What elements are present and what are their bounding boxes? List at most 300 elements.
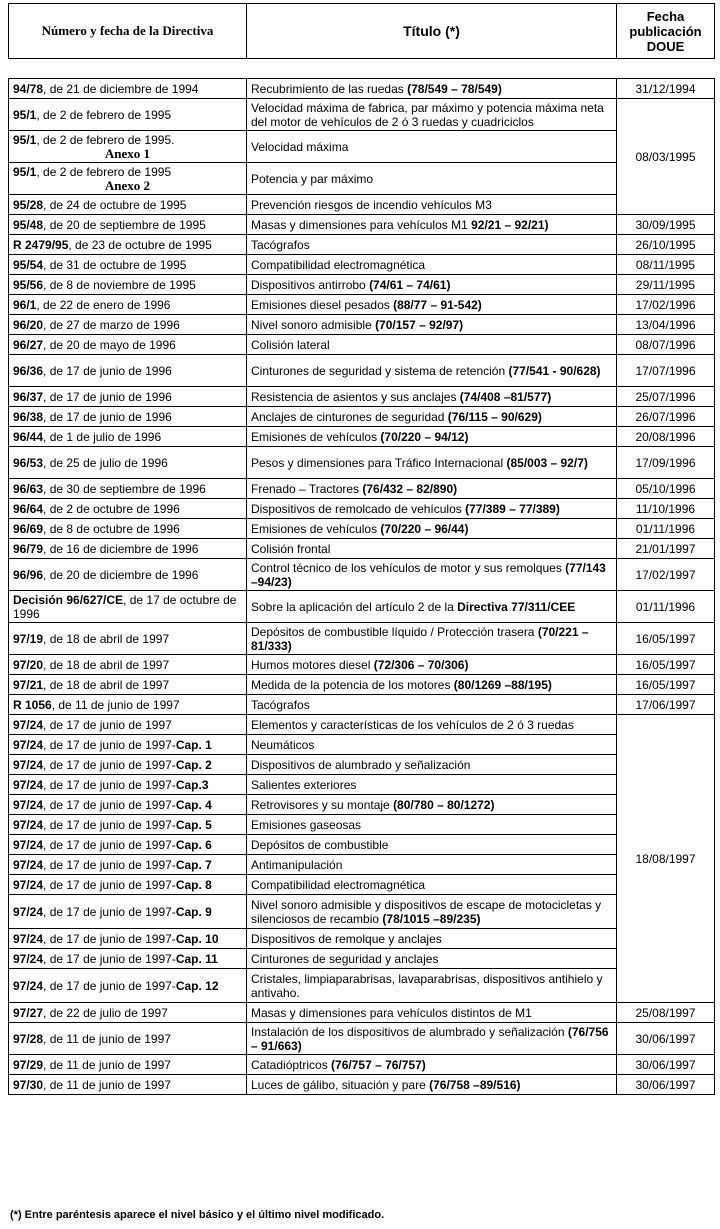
title-cell [247, 755, 617, 775]
title-text: Luces de gálibo, situación y pare [251, 1077, 430, 1092]
directive-date: , de 2 de febrero de 1995 [36, 107, 172, 122]
directive-date: , de 20 de mayo de 1996 [43, 337, 176, 352]
directive-cell [9, 215, 247, 235]
directive-date: , de 24 de octubre de 1995 [43, 197, 187, 212]
title-text: Emisiones diesel pesados [251, 297, 394, 312]
directive-number: 96/79 [13, 541, 44, 556]
title-cell [247, 875, 617, 895]
directive-cell [9, 675, 247, 695]
directive-number: 96/96 [13, 567, 44, 582]
directive-cell [9, 1055, 247, 1075]
title-text: Catadióptricos [251, 1057, 332, 1072]
directive-date: , de 17 de junio de 1997- [43, 837, 176, 852]
directive-cell [9, 623, 247, 655]
directive-date: , de 17 de junio de 1996 [43, 389, 172, 404]
directive-number: 97/28 [13, 1031, 44, 1046]
table-row [9, 675, 715, 695]
directive-cell [9, 795, 247, 815]
table-row [9, 835, 715, 855]
chapter-label: Cap. 12 [175, 978, 219, 993]
title-cell [247, 479, 617, 499]
directive-cell [9, 479, 247, 499]
title-cell [247, 929, 617, 949]
title-text: Compatibilidad electromagnética [251, 257, 426, 272]
directive-number: 97/24 [13, 817, 44, 832]
directive-number: 97/20 [13, 657, 44, 672]
reference-range: (78/549 – 78/549) [407, 81, 502, 96]
title-text: Salientes exteriores [251, 777, 357, 792]
title-text: Nivel sonoro admisible y dispositivos de escape de motocicletas y silenciosos de recambio [251, 897, 602, 926]
directive-cell [9, 735, 247, 755]
table-row [9, 969, 715, 1003]
title-text: Dispositivos de alumbrado y señalización [251, 757, 471, 772]
directive-cell [9, 275, 247, 295]
directive-number: 97/24 [13, 837, 44, 852]
directive-date: , de 17 de junio de 1997- [43, 797, 176, 812]
directive-date: , de 11 de junio de 1997 [43, 1031, 171, 1046]
title-cell [247, 499, 617, 519]
title-text: Control técnico de los vehículos de motor y sus remolques [251, 560, 566, 575]
directive-cell [9, 1075, 247, 1095]
title-text: Instalación de los dispositivos de alumbrado y señalización [251, 1024, 568, 1039]
reference-range: (80/1269 –88/195) [453, 677, 552, 692]
title-text: Potencia y par máximo [251, 171, 374, 186]
header-pub-line1: Fecha [646, 8, 685, 24]
reference-range: (70/220 – 94/12) [380, 429, 469, 444]
title-cell [247, 335, 617, 355]
title-cell [247, 1003, 617, 1023]
reference-range: (70/221 – 81/333) [251, 624, 589, 653]
title-text: Velocidad máxima de fabrica, par máximo y potencia máxima neta del motor de vehículos de 2 ó 3 ruedas y cuadriciclos [251, 100, 604, 129]
publication-date-cell: 17/06/1997 [617, 695, 715, 715]
directive-number: 96/64 [13, 501, 44, 516]
title-cell [247, 1023, 617, 1055]
reference-range: (76/757 – 76/757) [331, 1057, 426, 1072]
directive-number: 97/24 [13, 717, 44, 732]
reference-range: (76/432 – 82/890) [362, 481, 458, 496]
publication-date-cell: 08/11/1995 [617, 255, 715, 275]
reference-range: (72/306 – 70/306) [373, 657, 469, 672]
title-text: Recubrimiento de las ruedas [251, 81, 408, 96]
publication-date-cell: 01/11/1996 [617, 519, 715, 539]
chapter-label: Cap. 5 [175, 817, 212, 832]
title-text: Cinturones de seguridad y sistema de retención [251, 363, 509, 378]
title-text: Frenado – Tractores [251, 481, 363, 496]
title-text: Tacógrafos [251, 697, 310, 712]
publication-date-cell: 26/10/1995 [617, 235, 715, 255]
directive-number: 95/48 [13, 217, 44, 232]
title-text: Humos motores diesel [251, 657, 374, 672]
directive-number: 97/24 [13, 857, 44, 872]
title-cell [247, 295, 617, 315]
table-row [9, 163, 715, 195]
title-text: Elementos y características de los vehículos de 2 ó 3 ruedas [251, 717, 574, 732]
directive-number: Decisión 96/627/CE [13, 592, 124, 607]
table-row [9, 591, 715, 623]
title-cell [247, 591, 617, 623]
title-cell [247, 387, 617, 407]
directive-date: , de 30 de septiembre de 1996 [43, 481, 206, 496]
directive-number: 96/69 [13, 521, 44, 536]
table-row [9, 755, 715, 775]
chapter-label: Cap.3 [175, 777, 209, 792]
title-cell [247, 795, 617, 815]
title-text: Dispositivos de remolcado de vehículos [251, 501, 466, 516]
publication-date-cell: 30/06/1997 [617, 1075, 715, 1095]
directive-date: , de 2 de febrero de 1995 [36, 164, 172, 179]
reference-range: (76/758 –89/516) [429, 1077, 521, 1092]
directive-number: 96/37 [13, 389, 44, 404]
directive-cell [9, 407, 247, 427]
title-text: Emisiones de vehículos [251, 429, 381, 444]
directive-number: 97/19 [13, 631, 44, 646]
title-text: Nivel sonoro admisible [251, 317, 376, 332]
directive-cell [9, 655, 247, 675]
title-text: Emisiones gaseosas [251, 817, 362, 832]
table-row [9, 519, 715, 539]
directive-number: 95/1 [13, 164, 37, 179]
directive-cell [9, 929, 247, 949]
publication-date-cell: 30/09/1995 [617, 215, 715, 235]
reference-range: (76/756 – 91/663) [251, 1024, 609, 1053]
directive-number: 97/24 [13, 904, 44, 919]
directive-cell [9, 539, 247, 559]
reference-range: (85/003 – 92/7) [506, 455, 588, 470]
directive-date: , de 16 de diciembre de 1996 [43, 541, 199, 556]
table-row [9, 1075, 715, 1095]
publication-date-cell: 17/02/1996 [617, 295, 715, 315]
title-cell [247, 815, 617, 835]
directive-cell [9, 875, 247, 895]
directive-cell [9, 427, 247, 447]
reference-range: Directiva 77/311/CEE [457, 599, 576, 614]
table-row [9, 255, 715, 275]
title-text: Neumáticos [251, 737, 315, 752]
publication-date-cell: 11/10/1996 [617, 499, 715, 519]
title-cell [247, 407, 617, 427]
annex-label: Anexo 1 [104, 145, 151, 161]
title-text: Dispositivos antirrobo [251, 277, 370, 292]
chapter-label: Cap. 10 [175, 931, 219, 946]
publication-date-cell: 01/11/1996 [617, 591, 715, 623]
header-title: Título (*) [247, 4, 617, 59]
directive-number: 97/24 [13, 951, 44, 966]
directive-cell [9, 855, 247, 875]
title-text: Compatibilidad electromagnética [251, 877, 426, 892]
reference-range: (80/780 – 80/1272) [393, 797, 495, 812]
directive-date: , de 17 de junio de 1997- [43, 951, 176, 966]
directive-number: R 2479/95 [13, 237, 69, 252]
directive-cell [9, 255, 247, 275]
directive-number: 97/24 [13, 877, 44, 892]
directive-date: , de 25 de julio de 1996 [43, 455, 168, 470]
title-text: Cristales, limpiaparabrisas, lavaparabrisas, dispositivos antihielo y antivaho. [251, 971, 603, 1000]
table-row [9, 1023, 715, 1055]
title-cell [247, 539, 617, 559]
directive-cell [9, 79, 247, 99]
directive-number: 96/1 [13, 297, 37, 312]
title-cell [247, 195, 617, 215]
directive-cell [9, 1003, 247, 1023]
directive-date: , de 11 de junio de 1997 [43, 1077, 171, 1092]
directive-number: 94/78 [13, 81, 44, 96]
table-row [9, 855, 715, 875]
table-row [9, 407, 715, 427]
chapter-label: Cap. 7 [175, 857, 212, 872]
directive-date: , de 23 de octubre de 1995 [68, 237, 212, 252]
table-row [9, 427, 715, 447]
directive-date: , de 17 de junio de 1997- [43, 777, 176, 792]
title-text: Resistencia de asientos y sus anclajes [251, 389, 460, 404]
table-row [9, 1003, 715, 1023]
directive-cell [9, 235, 247, 255]
table-row [9, 499, 715, 519]
publication-date-cell: 30/06/1997 [617, 1055, 715, 1075]
directive-number: 97/29 [13, 1057, 44, 1072]
table-row [9, 559, 715, 591]
directive-cell [9, 949, 247, 969]
directive-number: 97/24 [13, 797, 44, 812]
directive-date: , de 20 de diciembre de 1996 [43, 567, 199, 582]
directive-date: , de 11 de junio de 1997 [51, 697, 180, 712]
publication-date-cell: 08/07/1996 [617, 335, 715, 355]
directive-date: , de 17 de junio de 1997- [43, 817, 176, 832]
directive-date: , de 17 de junio de 1997- [43, 857, 176, 872]
directive-date: , de 17 de junio de 1996 [43, 363, 172, 378]
publication-date-cell: 16/05/1997 [617, 623, 715, 655]
table-row [9, 623, 715, 655]
directive-cell [9, 695, 247, 715]
publication-date-cell: 25/08/1997 [617, 1003, 715, 1023]
publication-date-cell: 30/06/1997 [617, 1023, 715, 1055]
table-row [9, 275, 715, 295]
table-row [9, 479, 715, 499]
table-row [9, 929, 715, 949]
directive-number: 97/21 [13, 677, 44, 692]
header-pub-line3: DOUE [646, 38, 685, 54]
title-text: Masas y dimensiones para vehículos distintos de M1 [251, 1005, 532, 1020]
annex-label: Anexo 2 [104, 177, 151, 193]
table-row [9, 99, 715, 131]
title-cell [247, 695, 617, 715]
publication-date-cell: 26/07/1996 [617, 407, 715, 427]
directive-cell [9, 499, 247, 519]
directive-date: , de 17 de junio de 1997- [43, 978, 176, 993]
directive-date: , de 8 de octubre de 1996 [43, 521, 180, 536]
title-text: Emisiones de vehículos [251, 521, 381, 536]
title-text: Dispositivos de remolque y anclajes [251, 931, 442, 946]
directive-date: , de 2 de octubre de 1996 [43, 501, 180, 516]
directive-cell [9, 335, 247, 355]
publication-date-cell: 05/10/1996 [617, 479, 715, 499]
title-cell [247, 79, 617, 99]
title-cell [247, 775, 617, 795]
directive-date: , de 17 de junio de 1997- [43, 904, 176, 919]
directive-date: , de 17 de junio de 1997- [43, 877, 176, 892]
title-text: Sobre la aplicación del artículo 2 de la [251, 599, 458, 614]
reference-range: (77/389 – 77/389) [465, 501, 560, 516]
publication-date-cell: 17/09/1996 [617, 447, 715, 479]
publication-date-cell: 18/08/1997 [617, 715, 715, 1003]
directives-table [8, 78, 715, 1095]
title-text: Pesos y dimensiones para Tráfico Internacional [251, 455, 507, 470]
title-cell [247, 1075, 617, 1095]
directive-date: , de 17 de junio de 1997 [43, 717, 172, 732]
title-text: Prevención riesgos de incendio vehículos M3 [251, 197, 492, 212]
directive-number: 97/24 [13, 978, 44, 993]
publication-date-cell: 13/04/1996 [617, 315, 715, 335]
title-cell [247, 275, 617, 295]
directive-cell [9, 895, 247, 929]
reference-range: (76/115 – 90/629) [447, 409, 542, 424]
header-directive: Número y fecha de la Directiva [9, 4, 247, 59]
title-cell [247, 623, 617, 655]
title-text: Depósitos de combustible [251, 837, 389, 852]
table-row [9, 315, 715, 335]
directive-cell [9, 195, 247, 215]
reference-range: (88/77 – 91-542) [393, 297, 482, 312]
table-row [9, 195, 715, 215]
directive-number: 97/24 [13, 931, 44, 946]
table-row [9, 447, 715, 479]
title-cell [247, 949, 617, 969]
title-cell [247, 519, 617, 539]
reference-range: (78/1015 –89/235) [382, 911, 481, 926]
table-row [9, 539, 715, 559]
directive-number: 97/24 [13, 777, 44, 792]
directive-date: , de 18 de abril de 1997 [43, 677, 170, 692]
directive-cell [9, 969, 247, 1003]
directive-cell [9, 755, 247, 775]
reference-range: 92/21 – 92/21) [471, 217, 549, 232]
directive-date: , de 11 de junio de 1997 [43, 1057, 171, 1072]
table-row [9, 131, 715, 163]
publication-date-cell: 17/02/1997 [617, 559, 715, 591]
directive-date: , de 27 de marzo de 1996 [43, 317, 180, 332]
directive-number: 96/38 [13, 409, 44, 424]
title-text: Colisión frontal [251, 541, 331, 556]
directive-cell [9, 835, 247, 855]
header-pub-line2: publicación [629, 23, 702, 39]
publication-date-cell: 29/11/1995 [617, 275, 715, 295]
directive-date: , de 21 de diciembre de 1994 [43, 81, 199, 96]
title-cell [247, 447, 617, 479]
directive-cell [9, 715, 247, 735]
title-text: Retrovisores y su montaje [251, 797, 394, 812]
reference-range: (70/220 – 96/44) [380, 521, 469, 536]
publication-date-cell: 16/05/1997 [617, 675, 715, 695]
table-row [9, 79, 715, 99]
header-table [8, 3, 715, 59]
directive-number: 95/56 [13, 277, 44, 292]
title-cell [247, 355, 617, 387]
table-row [9, 1055, 715, 1075]
directive-number: 95/1 [13, 132, 37, 147]
table-row [9, 335, 715, 355]
reference-range: (77/143 –94/23) [251, 560, 606, 589]
title-cell [247, 835, 617, 855]
table-row [9, 949, 715, 969]
directive-cell [9, 295, 247, 315]
directive-number: 96/27 [13, 337, 44, 352]
table-row [9, 655, 715, 675]
directive-cell [9, 355, 247, 387]
chapter-label: Cap. 2 [175, 757, 212, 772]
title-text: Masas y dimensiones para vehículos M1 [251, 217, 472, 232]
directive-date: , de 17 de octubre de 1996 [13, 592, 237, 621]
table-row [9, 815, 715, 835]
directive-date: , de 17 de junio de 1996 [43, 409, 172, 424]
directive-cell [9, 99, 247, 131]
title-cell [247, 895, 617, 929]
publication-date-cell: 20/08/1996 [617, 427, 715, 447]
directive-number: 97/24 [13, 737, 44, 752]
table-row [9, 735, 715, 755]
directive-cell [9, 163, 247, 195]
title-text: Velocidad máxima [251, 139, 349, 154]
title-cell [247, 675, 617, 695]
table-row [9, 295, 715, 315]
table-row [9, 355, 715, 387]
title-text: Anclajes de cinturones de seguridad [251, 409, 448, 424]
publication-date-cell: 08/03/1995 [617, 99, 715, 215]
title-cell [247, 235, 617, 255]
title-text: Antimanipulación [251, 857, 343, 872]
directive-number: 95/1 [13, 107, 37, 122]
directive-cell [9, 775, 247, 795]
table-row [9, 387, 715, 407]
chapter-label: Cap. 4 [175, 797, 212, 812]
reference-range: (74/408 –81/577) [459, 389, 552, 404]
reference-range: (77/541 - 90/628) [508, 363, 601, 378]
directive-number: 97/24 [13, 757, 44, 772]
title-cell [247, 715, 617, 735]
title-text: Depósitos de combustible líquido / Protección trasera [251, 624, 538, 639]
directive-number: 96/36 [13, 363, 44, 378]
directive-date: , de 17 de junio de 1997- [43, 931, 176, 946]
title-cell [247, 215, 617, 235]
title-cell [247, 655, 617, 675]
chapter-label: Cap. 11 [175, 951, 218, 966]
title-cell [247, 255, 617, 275]
table-row [9, 215, 715, 235]
title-cell [247, 1055, 617, 1075]
directive-date: , de 2 de febrero de 1995. [36, 132, 175, 147]
title-cell [247, 315, 617, 335]
title-cell [247, 163, 617, 195]
directive-date: , de 31 de octubre de 1995 [43, 257, 187, 272]
title-text: Tacógrafos [251, 237, 310, 252]
publication-date-cell: 31/12/1994 [617, 79, 715, 99]
title-cell [247, 735, 617, 755]
directive-date: , de 8 de noviembre de 1995 [43, 277, 196, 292]
directive-cell [9, 315, 247, 335]
reference-range: (70/157 – 92/97) [375, 317, 464, 332]
publication-date-cell: 16/05/1997 [617, 655, 715, 675]
table-row [9, 895, 715, 929]
directive-number: 95/28 [13, 197, 44, 212]
directive-date: , de 17 de junio de 1997- [43, 757, 176, 772]
table-row [9, 695, 715, 715]
directive-date: , de 18 de abril de 1997 [43, 657, 170, 672]
chapter-label: Cap. 8 [175, 877, 212, 892]
table-row [9, 235, 715, 255]
directive-number: R 1056 [13, 697, 52, 712]
table-row [9, 795, 715, 815]
table-row [9, 715, 715, 735]
directive-number: 96/53 [13, 455, 44, 470]
table-row [9, 875, 715, 895]
